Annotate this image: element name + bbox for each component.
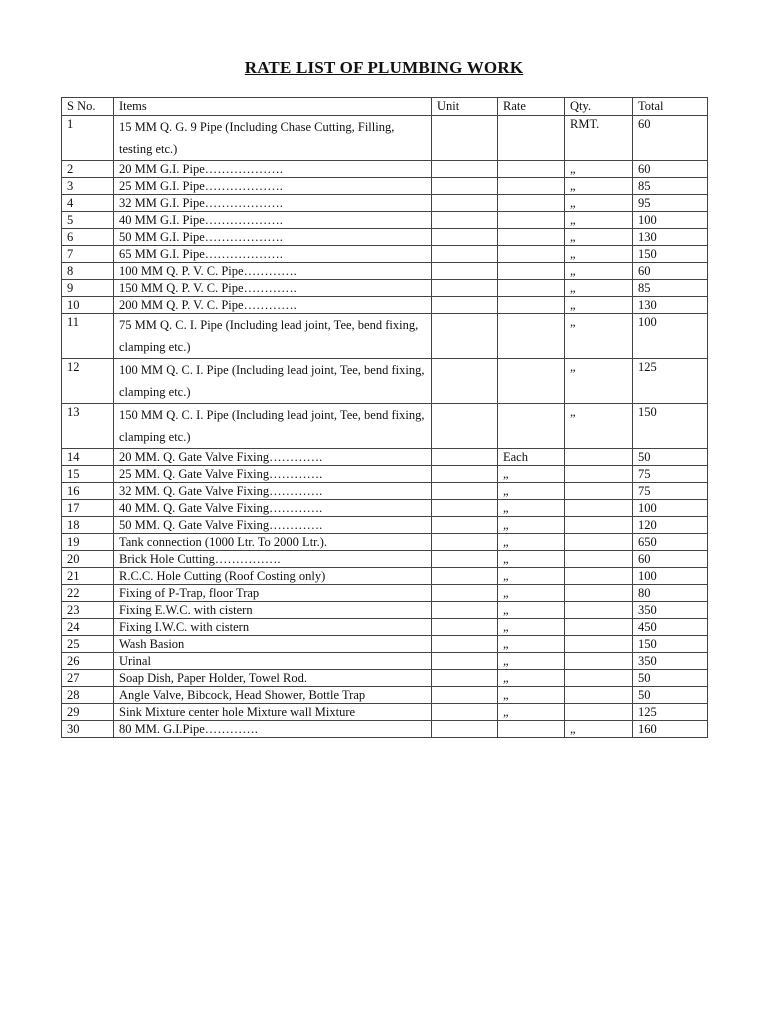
cell-unit: [432, 721, 498, 738]
table-row: [62, 551, 708, 568]
table-row: [62, 721, 708, 738]
cell-item: 15 MM Q. G. 9 Pipe (Including Chase Cutting, Filling, testing etc.): [114, 116, 432, 161]
table-row: [62, 116, 708, 161]
cell-rate: [498, 195, 565, 212]
cell-rate: „: [498, 483, 565, 500]
cell-unit: [432, 404, 498, 449]
cell-qty: „: [565, 246, 633, 263]
cell-item: R.C.C. Hole Cutting (Roof Costing only): [114, 568, 432, 585]
cell-qty: [565, 704, 633, 721]
cell-total: 150: [633, 636, 708, 653]
cell-qty: „: [565, 404, 633, 449]
cell-rate: „: [498, 687, 565, 704]
cell-sno: 15: [62, 466, 114, 483]
table-row: [62, 670, 708, 687]
cell-item: 32 MM. Q. Gate Valve Fixing………….: [114, 483, 432, 500]
cell-rate: [498, 404, 565, 449]
cell-unit: [432, 359, 498, 404]
cell-unit: [432, 212, 498, 229]
cell-total: 130: [633, 297, 708, 314]
cell-total: 125: [633, 359, 708, 404]
cell-sno: 17: [62, 500, 114, 517]
cell-unit: [432, 704, 498, 721]
cell-rate: „: [498, 585, 565, 602]
header-unit: Unit: [432, 98, 498, 116]
cell-qty: [565, 466, 633, 483]
table-row: [62, 212, 708, 229]
cell-item: 80 MM. G.I.Pipe………….: [114, 721, 432, 738]
cell-rate: [498, 212, 565, 229]
cell-item: 75 MM Q. C. I. Pipe (Including lead joint, Tee, bend fixing, clamping etc.): [114, 314, 432, 359]
cell-qty: RMT.: [565, 116, 633, 161]
table-row: [62, 585, 708, 602]
cell-sno: 3: [62, 178, 114, 195]
cell-qty: [565, 687, 633, 704]
cell-qty: [565, 534, 633, 551]
cell-sno: 16: [62, 483, 114, 500]
cell-qty: [565, 449, 633, 466]
cell-item: 100 MM Q. P. V. C. Pipe………….: [114, 263, 432, 280]
cell-rate: „: [498, 653, 565, 670]
cell-item: 100 MM Q. C. I. Pipe (Including lead joint, Tee, bend fixing, clamping etc.): [114, 359, 432, 404]
cell-sno: 18: [62, 517, 114, 534]
table-row: [62, 404, 708, 449]
cell-unit: [432, 483, 498, 500]
cell-unit: [432, 653, 498, 670]
cell-sno: 2: [62, 161, 114, 178]
table-row: [62, 619, 708, 636]
table-row: [62, 359, 708, 404]
document-title: RATE LIST OF PLUMBING WORK: [244, 58, 524, 77]
cell-sno: 29: [62, 704, 114, 721]
cell-rate: [498, 280, 565, 297]
cell-unit: [432, 178, 498, 195]
cell-total: 60: [633, 161, 708, 178]
cell-total: 350: [633, 653, 708, 670]
cell-qty: [565, 636, 633, 653]
cell-total: 50: [633, 687, 708, 704]
cell-total: 130: [633, 229, 708, 246]
cell-item: Fixing of P-Trap, floor Trap: [114, 585, 432, 602]
cell-sno: 14: [62, 449, 114, 466]
table-row: [62, 568, 708, 585]
cell-unit: [432, 602, 498, 619]
cell-sno: 26: [62, 653, 114, 670]
cell-item: 20 MM. Q. Gate Valve Fixing………….: [114, 449, 432, 466]
cell-item: Fixing E.W.C. with cistern: [114, 602, 432, 619]
cell-rate: [498, 314, 565, 359]
cell-sno: 23: [62, 602, 114, 619]
cell-item: 200 MM Q. P. V. C. Pipe………….: [114, 297, 432, 314]
cell-item: Wash Basion: [114, 636, 432, 653]
cell-qty: „: [565, 178, 633, 195]
cell-rate: „: [498, 534, 565, 551]
cell-sno: 11: [62, 314, 114, 359]
header-rate: Rate: [498, 98, 565, 116]
cell-rate: [498, 721, 565, 738]
cell-sno: 6: [62, 229, 114, 246]
cell-qty: „: [565, 195, 633, 212]
cell-qty: [565, 585, 633, 602]
cell-item: 65 MM G.I. Pipe……………….: [114, 246, 432, 263]
table-row: [62, 449, 708, 466]
cell-item: Urinal: [114, 653, 432, 670]
cell-total: 150: [633, 404, 708, 449]
cell-unit: [432, 636, 498, 653]
cell-total: 120: [633, 517, 708, 534]
cell-sno: 12: [62, 359, 114, 404]
cell-rate: [498, 246, 565, 263]
cell-unit: [432, 466, 498, 483]
cell-total: 50: [633, 449, 708, 466]
cell-item: 150 MM Q. C. I. Pipe (Including lead joint, Tee, bend fixing, clamping etc.): [114, 404, 432, 449]
cell-total: 50: [633, 670, 708, 687]
table-row: [62, 178, 708, 195]
cell-qty: [565, 602, 633, 619]
cell-sno: 13: [62, 404, 114, 449]
cell-qty: [565, 483, 633, 500]
cell-rate: [498, 359, 565, 404]
cell-unit: [432, 517, 498, 534]
cell-qty: „: [565, 280, 633, 297]
cell-sno: 1: [62, 116, 114, 161]
cell-qty: „: [565, 297, 633, 314]
cell-item: 20 MM G.I. Pipe……………….: [114, 161, 432, 178]
cell-unit: [432, 297, 498, 314]
cell-item: Sink Mixture center hole Mixture wall Mixture: [114, 704, 432, 721]
cell-item: 50 MM. Q. Gate Valve Fixing………….: [114, 517, 432, 534]
cell-qty: „: [565, 212, 633, 229]
cell-qty: [565, 500, 633, 517]
cell-item: Angle Valve, Bibcock, Head Shower, Bottle Trap: [114, 687, 432, 704]
cell-rate: „: [498, 568, 565, 585]
cell-qty: [565, 619, 633, 636]
cell-qty: „: [565, 229, 633, 246]
cell-sno: 21: [62, 568, 114, 585]
cell-unit: [432, 534, 498, 551]
table-row: [62, 297, 708, 314]
cell-qty: „: [565, 314, 633, 359]
header-items: Items: [114, 98, 432, 116]
cell-unit: [432, 263, 498, 280]
cell-sno: 24: [62, 619, 114, 636]
cell-rate: „: [498, 636, 565, 653]
cell-qty: „: [565, 359, 633, 404]
cell-rate: [498, 116, 565, 161]
cell-item: 40 MM. Q. Gate Valve Fixing………….: [114, 500, 432, 517]
cell-total: 85: [633, 280, 708, 297]
table-row: [62, 280, 708, 297]
cell-sno: 7: [62, 246, 114, 263]
cell-total: 60: [633, 551, 708, 568]
cell-unit: [432, 687, 498, 704]
cell-qty: „: [565, 263, 633, 280]
cell-unit: [432, 585, 498, 602]
cell-sno: 22: [62, 585, 114, 602]
cell-total: 100: [633, 212, 708, 229]
table-row: [62, 517, 708, 534]
cell-qty: „: [565, 161, 633, 178]
cell-unit: [432, 280, 498, 297]
cell-total: 100: [633, 314, 708, 359]
cell-unit: [432, 314, 498, 359]
table-row: [62, 636, 708, 653]
cell-item: 150 MM Q. P. V. C. Pipe………….: [114, 280, 432, 297]
cell-item: Soap Dish, Paper Holder, Towel Rod.: [114, 670, 432, 687]
cell-item: Fixing I.W.C. with cistern: [114, 619, 432, 636]
table-row: [62, 653, 708, 670]
cell-sno: 5: [62, 212, 114, 229]
table-row: [62, 534, 708, 551]
table-row: [62, 483, 708, 500]
cell-total: 125: [633, 704, 708, 721]
cell-sno: 25: [62, 636, 114, 653]
cell-total: 450: [633, 619, 708, 636]
cell-sno: 20: [62, 551, 114, 568]
cell-total: 60: [633, 263, 708, 280]
header-qty: Qty.: [565, 98, 633, 116]
cell-total: 100: [633, 568, 708, 585]
cell-qty: [565, 551, 633, 568]
cell-total: 650: [633, 534, 708, 551]
cell-rate: „: [498, 602, 565, 619]
table-row: [62, 263, 708, 280]
cell-rate: „: [498, 466, 565, 483]
cell-unit: [432, 619, 498, 636]
cell-total: 350: [633, 602, 708, 619]
table-row: [62, 161, 708, 178]
cell-rate: „: [498, 551, 565, 568]
cell-rate: Each: [498, 449, 565, 466]
cell-item: Tank connection (1000 Ltr. To 2000 Ltr.).: [114, 534, 432, 551]
cell-sno: 19: [62, 534, 114, 551]
cell-total: 150: [633, 246, 708, 263]
cell-rate: [498, 263, 565, 280]
cell-qty: [565, 670, 633, 687]
cell-total: 75: [633, 483, 708, 500]
cell-item: 50 MM G.I. Pipe……………….: [114, 229, 432, 246]
cell-total: 75: [633, 466, 708, 483]
cell-unit: [432, 551, 498, 568]
cell-unit: [432, 568, 498, 585]
header-total: Total: [633, 98, 708, 116]
cell-unit: [432, 229, 498, 246]
cell-unit: [432, 195, 498, 212]
cell-rate: „: [498, 517, 565, 534]
table-row: [62, 466, 708, 483]
cell-rate: [498, 161, 565, 178]
cell-total: 95: [633, 195, 708, 212]
cell-rate: [498, 229, 565, 246]
cell-rate: [498, 297, 565, 314]
cell-rate: „: [498, 704, 565, 721]
cell-total: 100: [633, 500, 708, 517]
header-sno: S No.: [62, 98, 114, 116]
cell-item: 32 MM G.I. Pipe……………….: [114, 195, 432, 212]
cell-item: 40 MM G.I. Pipe……………….: [114, 212, 432, 229]
cell-sno: 27: [62, 670, 114, 687]
table-row: [62, 687, 708, 704]
table-row: [62, 229, 708, 246]
cell-total: 160: [633, 721, 708, 738]
table-row: [62, 602, 708, 619]
cell-sno: 4: [62, 195, 114, 212]
table-row: [62, 500, 708, 517]
table-row: [62, 704, 708, 721]
cell-rate: „: [498, 500, 565, 517]
rate-table: [61, 97, 708, 738]
cell-total: 80: [633, 585, 708, 602]
cell-unit: [432, 670, 498, 687]
table-row: [62, 314, 708, 359]
cell-qty: [565, 568, 633, 585]
cell-sno: 30: [62, 721, 114, 738]
cell-item: 25 MM. Q. Gate Valve Fixing………….: [114, 466, 432, 483]
cell-unit: [432, 116, 498, 161]
cell-total: 85: [633, 178, 708, 195]
cell-sno: 8: [62, 263, 114, 280]
cell-unit: [432, 500, 498, 517]
cell-unit: [432, 161, 498, 178]
cell-rate: „: [498, 619, 565, 636]
table-body: [62, 116, 708, 738]
cell-qty: [565, 517, 633, 534]
table-row: [62, 246, 708, 263]
cell-rate: „: [498, 670, 565, 687]
cell-sno: 9: [62, 280, 114, 297]
cell-item: Brick Hole Cutting…………….: [114, 551, 432, 568]
cell-unit: [432, 246, 498, 263]
cell-total: 60: [633, 116, 708, 161]
cell-unit: [432, 449, 498, 466]
cell-qty: [565, 653, 633, 670]
cell-qty: „: [565, 721, 633, 738]
cell-rate: [498, 178, 565, 195]
table-row: [62, 195, 708, 212]
cell-sno: 28: [62, 687, 114, 704]
cell-item: 25 MM G.I. Pipe……………….: [114, 178, 432, 195]
cell-sno: 10: [62, 297, 114, 314]
table-header-row: [62, 98, 708, 116]
